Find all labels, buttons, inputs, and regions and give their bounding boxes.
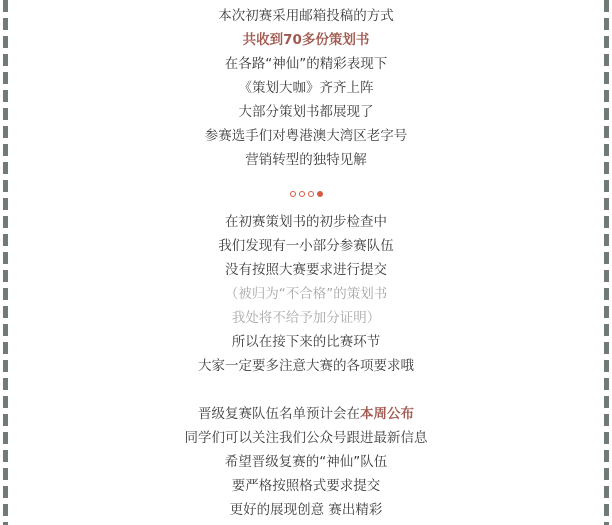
text-line: 要严格按照格式要求提交 [231,478,381,494]
dot-icon [299,191,305,197]
text-line: 所以在接下来的比赛环节 [231,334,381,350]
dot-filled-icon [317,191,323,197]
dot-divider [14,182,598,206]
dot-icon [308,191,314,197]
text-line: 营销转型的独特见解 [245,152,367,168]
text-line: 我们发现有一小部分参赛队伍 [218,238,394,254]
muted-line: （被归为“不合格”的策划书 [224,286,388,302]
article-body [14,4,598,522]
text-line: 《策划大咖》齐齐上阵 [238,80,374,96]
text-line: 在初赛策划书的初步检查中 [225,214,387,230]
right-dashed-border [604,0,609,525]
dot-icon [290,191,296,197]
text-line: 在各路“神仙”的精彩表现下 [224,56,388,72]
text-line: 同学们可以关注我们公众号跟进最新信息 [184,430,428,446]
text-line: 大部分策划书都展现了 [238,104,374,120]
highlight-line: 共收到70多份策划书 [242,32,370,48]
text-line: 更好的展现创意 赛出精彩 [229,502,383,518]
text-line: 希望晋级复赛的“神仙”队伍 [224,454,388,470]
highlight-text: 本周公布 [360,406,414,422]
muted-line: 我处将不给予加分证明） [231,310,381,326]
text-line-with-highlight [14,402,598,426]
text-line: 没有按照大赛要求进行提交 [225,262,387,278]
text-line: 大家一定要多注意大赛的各项要求哦 [198,358,414,374]
text-line: 参赛选手们对粤港澳大湾区老字号 [204,128,408,144]
text-line: 本次初赛采用邮箱投稿的方式 [218,8,394,24]
line-prefix: 晋级复赛队伍名单预计会在 [198,406,360,422]
left-dashed-border [3,0,8,525]
spacer [14,378,598,402]
